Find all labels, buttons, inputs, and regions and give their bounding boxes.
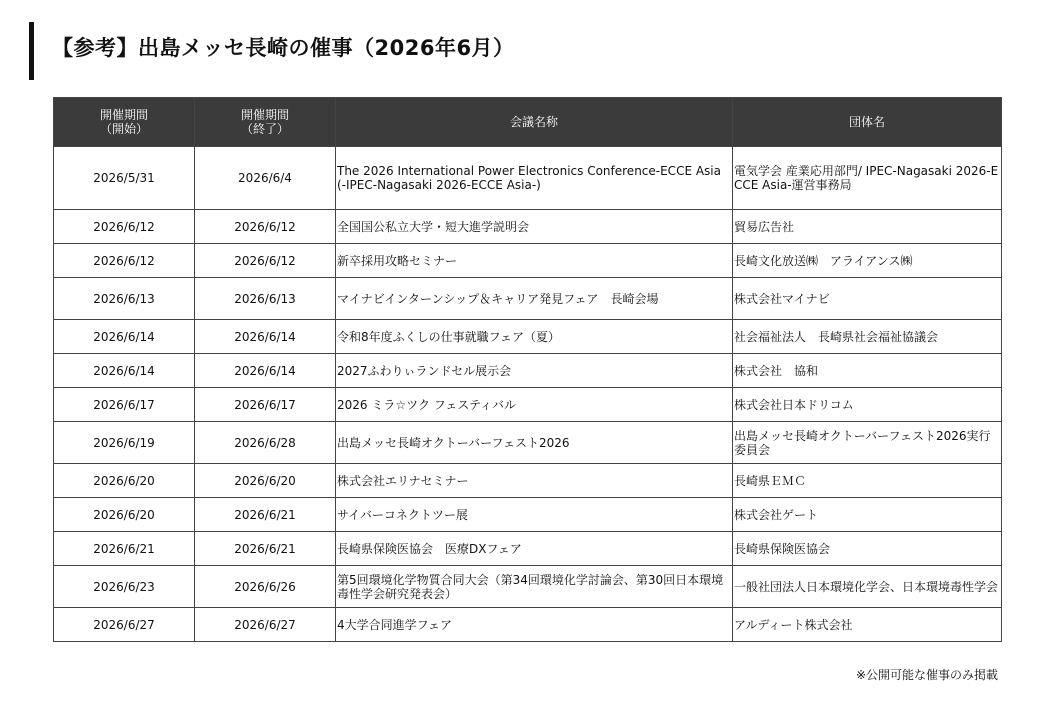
header-org: 団体名 (733, 98, 1002, 147)
cell-end: 2026/6/12 (195, 244, 336, 278)
table-row (54, 354, 1002, 388)
cell-name: 2026 ミラ☆ツク フェスティバル (336, 388, 733, 422)
cell-org: 株式会社 協和 (733, 354, 1002, 388)
cell-name: 令和8年度ふくしの仕事就職フェア（夏） (336, 320, 733, 354)
cell-name: 長崎県保険医協会 医療DXフェア (336, 532, 733, 566)
cell-end: 2026/6/27 (195, 608, 336, 642)
cell-start: 2026/6/14 (54, 354, 195, 388)
table-row (54, 422, 1002, 464)
cell-org: 長崎文化放送㈱ アライアンス㈱ (733, 244, 1002, 278)
page-title: 【参考】出島メッセ長崎の催事（2026年6月） (52, 36, 515, 60)
table-row (54, 244, 1002, 278)
cell-start: 2026/6/14 (54, 320, 195, 354)
table-row (54, 498, 1002, 532)
cell-name: 株式会社エリナセミナー (336, 464, 733, 498)
header-end-line2: （終了） (240, 122, 289, 136)
footnote: ※公開可能な催事のみ掲載 (855, 668, 998, 682)
table-row (54, 210, 1002, 244)
cell-end: 2026/6/26 (195, 566, 336, 608)
cell-org: 株式会社ゲート (733, 498, 1002, 532)
header-start-line1: 開催期間 (99, 108, 148, 122)
table-row (54, 388, 1002, 422)
cell-name: マイナビインターンシップ＆キャリア発見フェア 長崎会場 (336, 278, 733, 320)
table-row (54, 608, 1002, 642)
cell-org: 株式会社日本ドリコム (733, 388, 1002, 422)
cell-start: 2026/5/31 (54, 147, 195, 210)
cell-start: 2026/6/12 (54, 210, 195, 244)
events-table (53, 97, 1002, 642)
cell-start: 2026/6/12 (54, 244, 195, 278)
cell-name: 第5回環境化学物質合同大会（第34回環境化学討論会、第30回日本環境毒性学会研究発表会） (336, 566, 733, 608)
table-row (54, 320, 1002, 354)
cell-end: 2026/6/28 (195, 422, 336, 464)
table-row (54, 532, 1002, 566)
cell-name: 出島メッセ長崎オクトーバーフェスト2026 (336, 422, 733, 464)
table-row (54, 464, 1002, 498)
cell-org: 社会福祉法人 長崎県社会福祉協議会 (733, 320, 1002, 354)
table-row (54, 278, 1002, 320)
header-start (54, 98, 195, 147)
cell-start: 2026/6/20 (54, 498, 195, 532)
cell-end: 2026/6/4 (195, 147, 336, 210)
table-row (54, 147, 1002, 210)
cell-end: 2026/6/13 (195, 278, 336, 320)
header-row (54, 98, 1002, 147)
cell-org: アルディート株式会社 (733, 608, 1002, 642)
cell-name: 2027ふわりぃランドセル展示会 (336, 354, 733, 388)
cell-name: 全国国公私立大学・短大進学説明会 (336, 210, 733, 244)
cell-end: 2026/6/20 (195, 464, 336, 498)
cell-start: 2026/6/17 (54, 388, 195, 422)
header-name: 会議名称 (336, 98, 733, 147)
cell-start: 2026/6/21 (54, 532, 195, 566)
cell-end: 2026/6/17 (195, 388, 336, 422)
cell-start: 2026/6/20 (54, 464, 195, 498)
cell-start: 2026/6/13 (54, 278, 195, 320)
cell-end: 2026/6/12 (195, 210, 336, 244)
cell-name: 新卒採用攻略セミナー (336, 244, 733, 278)
cell-org: 貿易広告社 (733, 210, 1002, 244)
cell-start: 2026/6/27 (54, 608, 195, 642)
cell-org: 長崎県保険医協会 (733, 532, 1002, 566)
cell-name: The 2026 International Power Electronics Conference-ECCE Asia (-IPEC-Nagasaki 2026-ECCE Asia-) (336, 147, 733, 210)
header-end-line1: 開催期間 (240, 108, 289, 122)
cell-end: 2026/6/14 (195, 354, 336, 388)
cell-org: 一般社団法人日本環境化学会、日本環境毒性学会 (733, 566, 1002, 608)
cell-end: 2026/6/14 (195, 320, 336, 354)
cell-start: 2026/6/19 (54, 422, 195, 464)
table-row (54, 566, 1002, 608)
cell-org: 長崎県ＥＭＣ (733, 464, 1002, 498)
cell-end: 2026/6/21 (195, 498, 336, 532)
cell-org: 株式会社マイナビ (733, 278, 1002, 320)
header-start-line2: （開始） (99, 122, 148, 136)
header-end (195, 98, 336, 147)
cell-name: 4大学合同進学フェア (336, 608, 733, 642)
cell-org: 出島メッセ長崎オクトーバーフェスト2026実行委員会 (733, 422, 1002, 464)
cell-end: 2026/6/21 (195, 532, 336, 566)
cell-start: 2026/6/23 (54, 566, 195, 608)
cell-name: サイバーコネクトツー展 (336, 498, 733, 532)
title-accent-bar (29, 22, 34, 80)
cell-org: 電気学会 産業応用部門/ IPEC-Nagasaki 2026-ECCE Asia-運営事務局 (733, 147, 1002, 210)
